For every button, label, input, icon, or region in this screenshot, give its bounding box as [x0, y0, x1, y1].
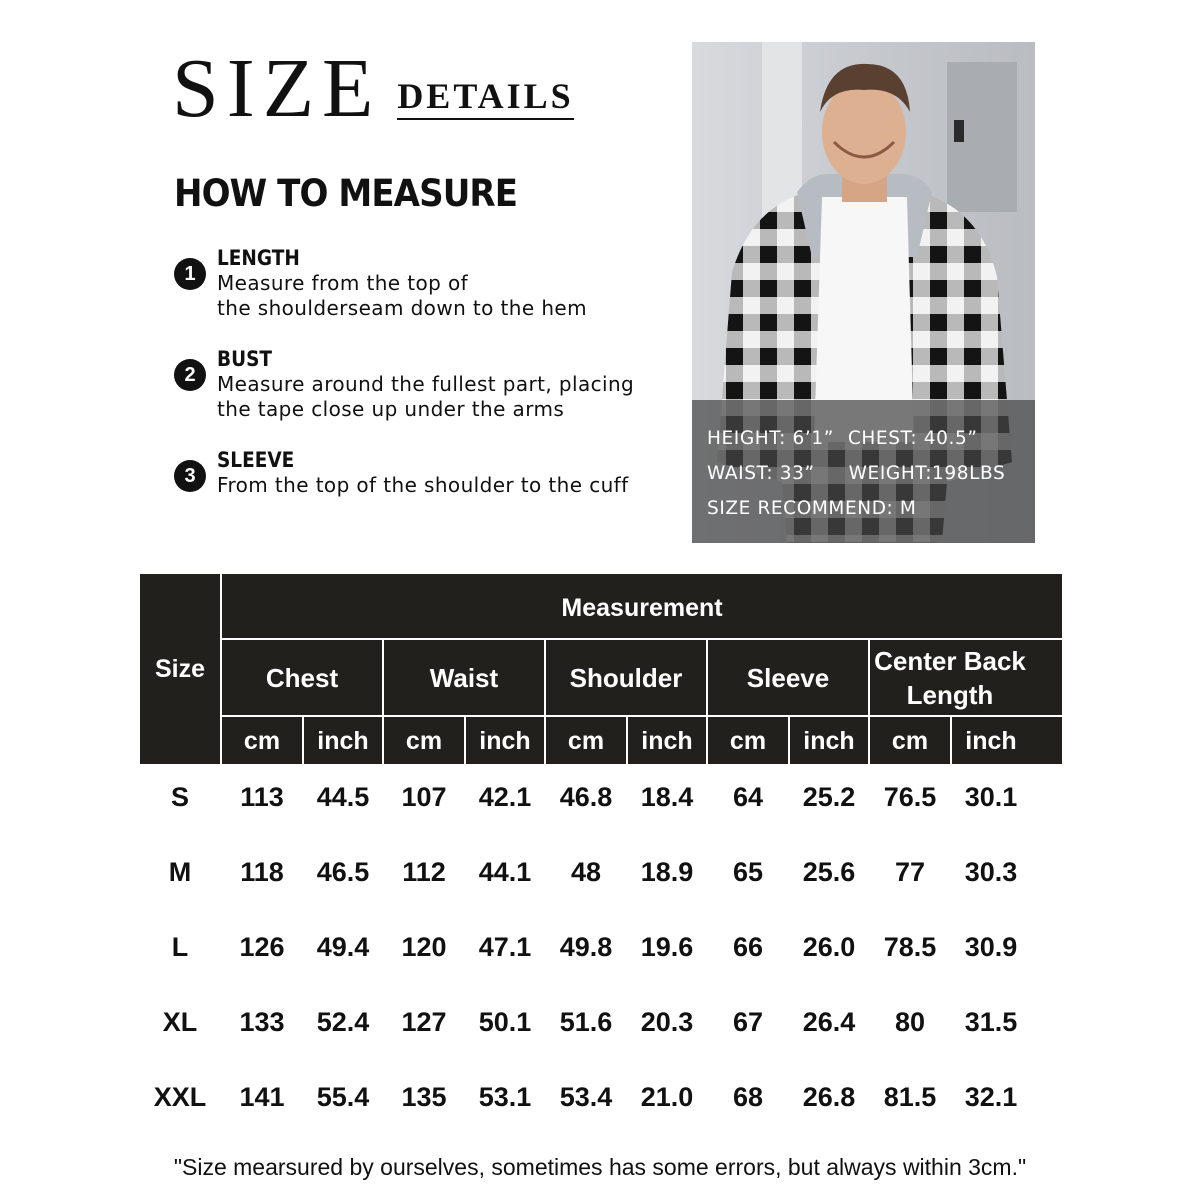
step-title: SLEEVE: [217, 448, 295, 472]
size-cell: XXL: [153, 1082, 207, 1112]
group-header: Center Back Length: [874, 645, 1026, 710]
value-cell: 26.4: [802, 1007, 856, 1037]
value-cell: 65: [732, 857, 764, 887]
size-header: Size: [154, 655, 206, 683]
value-cell: 18.4: [640, 782, 694, 812]
model-photo: [692, 42, 1035, 543]
value-cell: 25.6: [802, 857, 856, 887]
value-cell: 77: [894, 857, 926, 887]
model-weight: WEIGHT:198LBS: [848, 463, 1006, 484]
size-details-heading: [172, 42, 574, 135]
group-header: Shoulder: [569, 662, 683, 693]
value-cell: 50.1: [478, 1007, 532, 1037]
value-cell: 26.8: [802, 1082, 856, 1112]
value-cell: 48: [570, 857, 602, 887]
table-row: [140, 1082, 1062, 1157]
unit-header: inch: [965, 726, 1017, 755]
step-number-icon: 1: [174, 258, 206, 290]
step-title: LENGTH: [217, 246, 300, 270]
value-cell: 118: [240, 857, 284, 887]
value-cell: 64: [732, 782, 764, 812]
value-cell: 31.5: [964, 1007, 1018, 1037]
how-to-measure-title: HOW TO MEASURE: [174, 172, 518, 215]
value-cell: 107: [401, 782, 447, 812]
step-desc-line: From the top of the shoulder to the cuff: [217, 473, 629, 497]
group-header: Waist: [429, 662, 499, 693]
header-divider: [950, 717, 952, 764]
value-cell: 51.6: [559, 1007, 613, 1037]
value-cell: 21.0: [640, 1082, 694, 1112]
step-desc-line: Measure from the top of: [217, 271, 469, 295]
value-cell: 52.4: [316, 1007, 370, 1037]
size-cell: M: [168, 857, 192, 887]
size-cell: L: [171, 932, 189, 962]
value-cell: 81.5: [883, 1082, 937, 1112]
step-length: [174, 246, 587, 321]
value-cell: 25.2: [802, 782, 856, 812]
value-cell: 76.5: [883, 782, 937, 812]
step-bust: [174, 347, 634, 422]
size-cell: S: [170, 782, 189, 812]
value-cell: 20.3: [640, 1007, 694, 1037]
header-divider: [464, 717, 466, 764]
value-cell: 19.6: [640, 932, 694, 962]
value-cell: 44.5: [316, 782, 370, 812]
group-header: Chest: [265, 662, 339, 693]
value-cell: 49.4: [316, 932, 370, 962]
unit-header: cm: [729, 726, 767, 755]
header-divider: [626, 717, 628, 764]
value-cell: 67: [732, 1007, 764, 1037]
model-waist: WAIST: 33”: [707, 463, 815, 484]
value-cell: 133: [239, 1007, 285, 1037]
step-number-icon: 3: [174, 460, 206, 492]
size-chart-table: [140, 574, 1062, 764]
value-cell: 66: [732, 932, 764, 962]
value-cell: 32.1: [964, 1082, 1018, 1112]
value-cell: 26.0: [802, 932, 856, 962]
step-title: BUST: [217, 347, 273, 371]
value-cell: 68: [732, 1082, 764, 1112]
value-cell: 127: [401, 1007, 447, 1037]
value-cell: 53.4: [559, 1082, 613, 1112]
value-cell: 47.1: [478, 932, 532, 962]
unit-header: cm: [243, 726, 281, 755]
unit-header: inch: [479, 726, 531, 755]
step-number-icon: 2: [174, 359, 206, 391]
value-cell: 44.1: [478, 857, 532, 887]
details-word: DETAILS: [397, 76, 573, 120]
value-cell: 42.1: [478, 782, 532, 812]
unit-header: inch: [641, 726, 693, 755]
unit-header: cm: [567, 726, 605, 755]
value-cell: 120: [401, 932, 447, 962]
value-cell: 80: [894, 1007, 926, 1037]
step-sleeve: [174, 448, 629, 498]
size-cell: XL: [162, 1007, 198, 1037]
value-cell: 135: [401, 1082, 447, 1112]
value-cell: 46.5: [316, 857, 370, 887]
unit-header: cm: [891, 726, 929, 755]
step-desc-line: the tape close up under the arms: [217, 397, 565, 421]
unit-header: inch: [317, 726, 369, 755]
table-row: [140, 782, 1062, 857]
value-cell: 112: [402, 857, 446, 887]
value-cell: 78.5: [883, 932, 937, 962]
value-cell: 46.8: [559, 782, 613, 812]
value-cell: 141: [239, 1082, 285, 1112]
group-header: Sleeve: [746, 662, 830, 693]
model-info-box: [692, 400, 1035, 543]
value-cell: 55.4: [316, 1082, 370, 1112]
table-header: [140, 574, 1062, 764]
header-divider: [788, 717, 790, 764]
unit-header: cm: [405, 726, 443, 755]
step-desc-line: the shoulderseam down to the hem: [217, 296, 587, 320]
measurement-header: Measurement: [561, 594, 723, 622]
measurement-note: "Size mearsured by ourselves, sometimes has some errors, but always within 3cm.": [173, 1154, 1027, 1180]
size-word: SIZE: [172, 42, 382, 135]
table-row: [140, 857, 1062, 932]
value-cell: 113: [240, 782, 284, 812]
table-row: [140, 932, 1062, 1007]
model-height: HEIGHT: 6’1”: [707, 428, 834, 449]
value-cell: 49.8: [559, 932, 613, 962]
unit-header: inch: [803, 726, 855, 755]
step-desc-line: Measure around the fullest part, placing: [217, 372, 635, 396]
value-cell: 30.1: [964, 782, 1018, 812]
value-cell: 126: [239, 932, 285, 962]
model-chest: CHEST: 40.5”: [847, 428, 978, 449]
value-cell: 53.1: [478, 1082, 532, 1112]
value-cell: 30.3: [964, 857, 1018, 887]
table-row: [140, 1007, 1062, 1082]
header-divider: [302, 717, 304, 764]
value-cell: 18.9: [640, 857, 694, 887]
model-size-recommend: SIZE RECOMMEND: M: [707, 498, 917, 519]
value-cell: 30.9: [964, 932, 1018, 962]
